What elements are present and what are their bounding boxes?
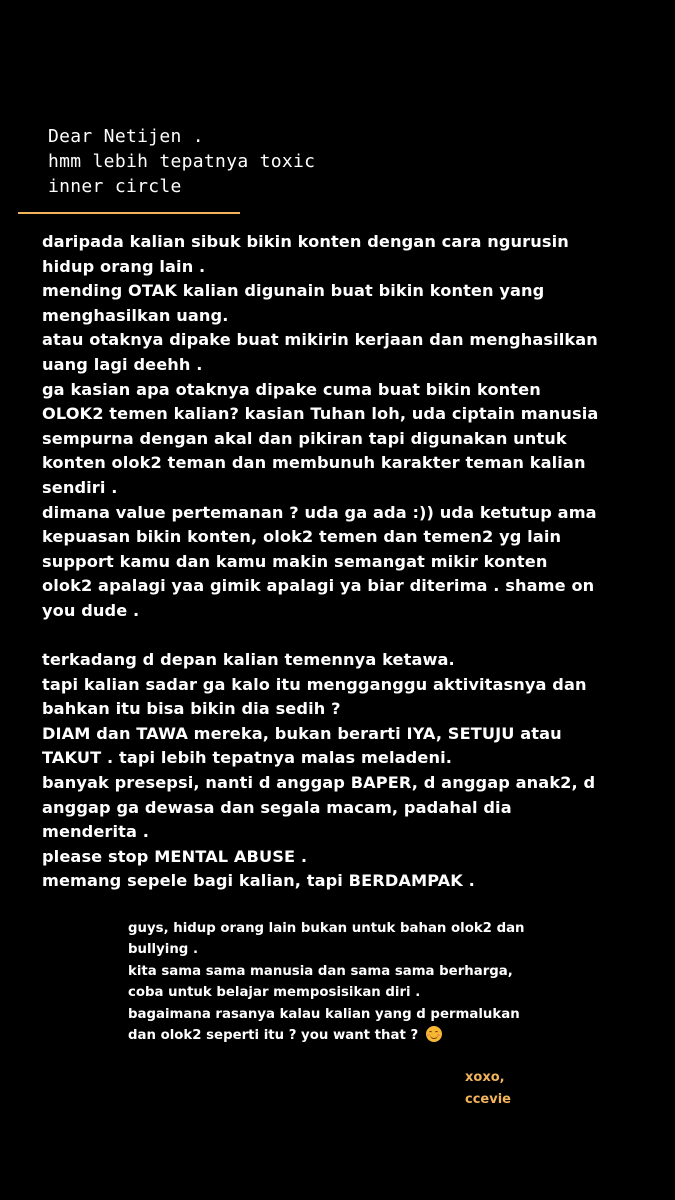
message-line: DIAM dan TAWA mereka, bukan berarti IYA, SETUJU atau xyxy=(42,723,562,743)
message-line: terkadang d depan kalian temennya ketawa. xyxy=(42,650,455,670)
main-message xyxy=(42,230,642,894)
message-line: please stop MENTAL ABUSE . xyxy=(42,846,308,866)
note-last-line xyxy=(128,1025,598,1046)
message-line: sendiri . xyxy=(42,477,118,497)
message-line: daripada kalian sibuk bikin konten dengan cara ngurusin xyxy=(42,232,569,251)
message-line: mending OTAK kalian digunain buat bikin konten yang xyxy=(42,281,545,301)
message-line: dimana value pertemanan ? uda ga ada :)) uda ketutup ama xyxy=(42,502,597,522)
message-line: hidup orang lain . xyxy=(42,256,206,276)
message-line: OLOK2 temen kalian? kasian Tuhan loh, uda ciptain manusia xyxy=(42,404,599,424)
smiling-face-icon xyxy=(426,1026,442,1042)
note-line: guys, hidup orang lain bukan untuk bahan olok2 dan xyxy=(128,921,525,936)
message-line: tapi kalian sadar ga kalo itu mengganggu aktivitasnya dan xyxy=(42,674,587,694)
message-line: uang lagi deehh . xyxy=(42,354,203,374)
message-line: bahkan itu bisa bikin dia sedih ? xyxy=(42,699,341,719)
message-line: TAKUT . tapi lebih tepatnya malas meladeni. xyxy=(42,748,452,768)
message-line: menghasilkan uang. xyxy=(42,305,229,325)
message-line: sempurna dengan akal dan pikiran tapi digunakan untuk xyxy=(42,428,567,448)
message-line: banyak presepsi, nanti d anggap BAPER, d anggap anak2, d xyxy=(42,773,596,793)
message-line: you dude . xyxy=(42,600,140,620)
message-line: ga kasian apa otaknya dipake cuma buat bikin konten xyxy=(42,379,541,399)
header-line: inner circle xyxy=(48,176,182,197)
message-line: memang sepele bagi kalian, tapi BERDAMPAK . xyxy=(42,871,475,891)
paragraph-gap xyxy=(42,624,642,649)
note-line: kita sama sama manusia dan sama sama berharga, xyxy=(128,963,513,979)
message-line: olok2 apalagi yaa gimik apalagi ya biar diterima . shame on xyxy=(42,576,595,596)
signature-greeting: xoxo, xyxy=(465,1070,505,1085)
message-line: kepuasan bikin konten, olok2 temen dan temen2 yg lain xyxy=(42,527,562,547)
greeting-header xyxy=(48,124,315,199)
message-line: menderita . xyxy=(42,822,150,842)
message-line: atau otaknya dipake buat mikirin kerjaan dan menghasilkan xyxy=(42,330,598,350)
signature xyxy=(465,1067,511,1111)
accent-divider xyxy=(18,212,240,214)
note-line: coba untuk belajar memposisikan diri . xyxy=(128,985,421,1001)
header-line: Dear Netijen . xyxy=(48,126,204,147)
note-line: bagaimana rasanya kalau kalian yang d permalukan xyxy=(128,1006,520,1022)
message-line: support kamu dan kamu makin semangat mikir konten xyxy=(42,551,548,571)
message-line: anggap ga dewasa dan segala macam, padahal dia xyxy=(42,797,512,817)
closing-note xyxy=(128,918,598,1046)
header-line: hmm lebih tepatnya toxic xyxy=(48,151,316,172)
signature-name: ccevie xyxy=(465,1092,511,1107)
note-line-text: dan olok2 seperti itu ? you want that ? xyxy=(128,1028,419,1044)
message-line: konten olok2 teman dan membunuh karakter teman kalian xyxy=(42,453,586,473)
note-line: bullying . xyxy=(128,942,198,958)
